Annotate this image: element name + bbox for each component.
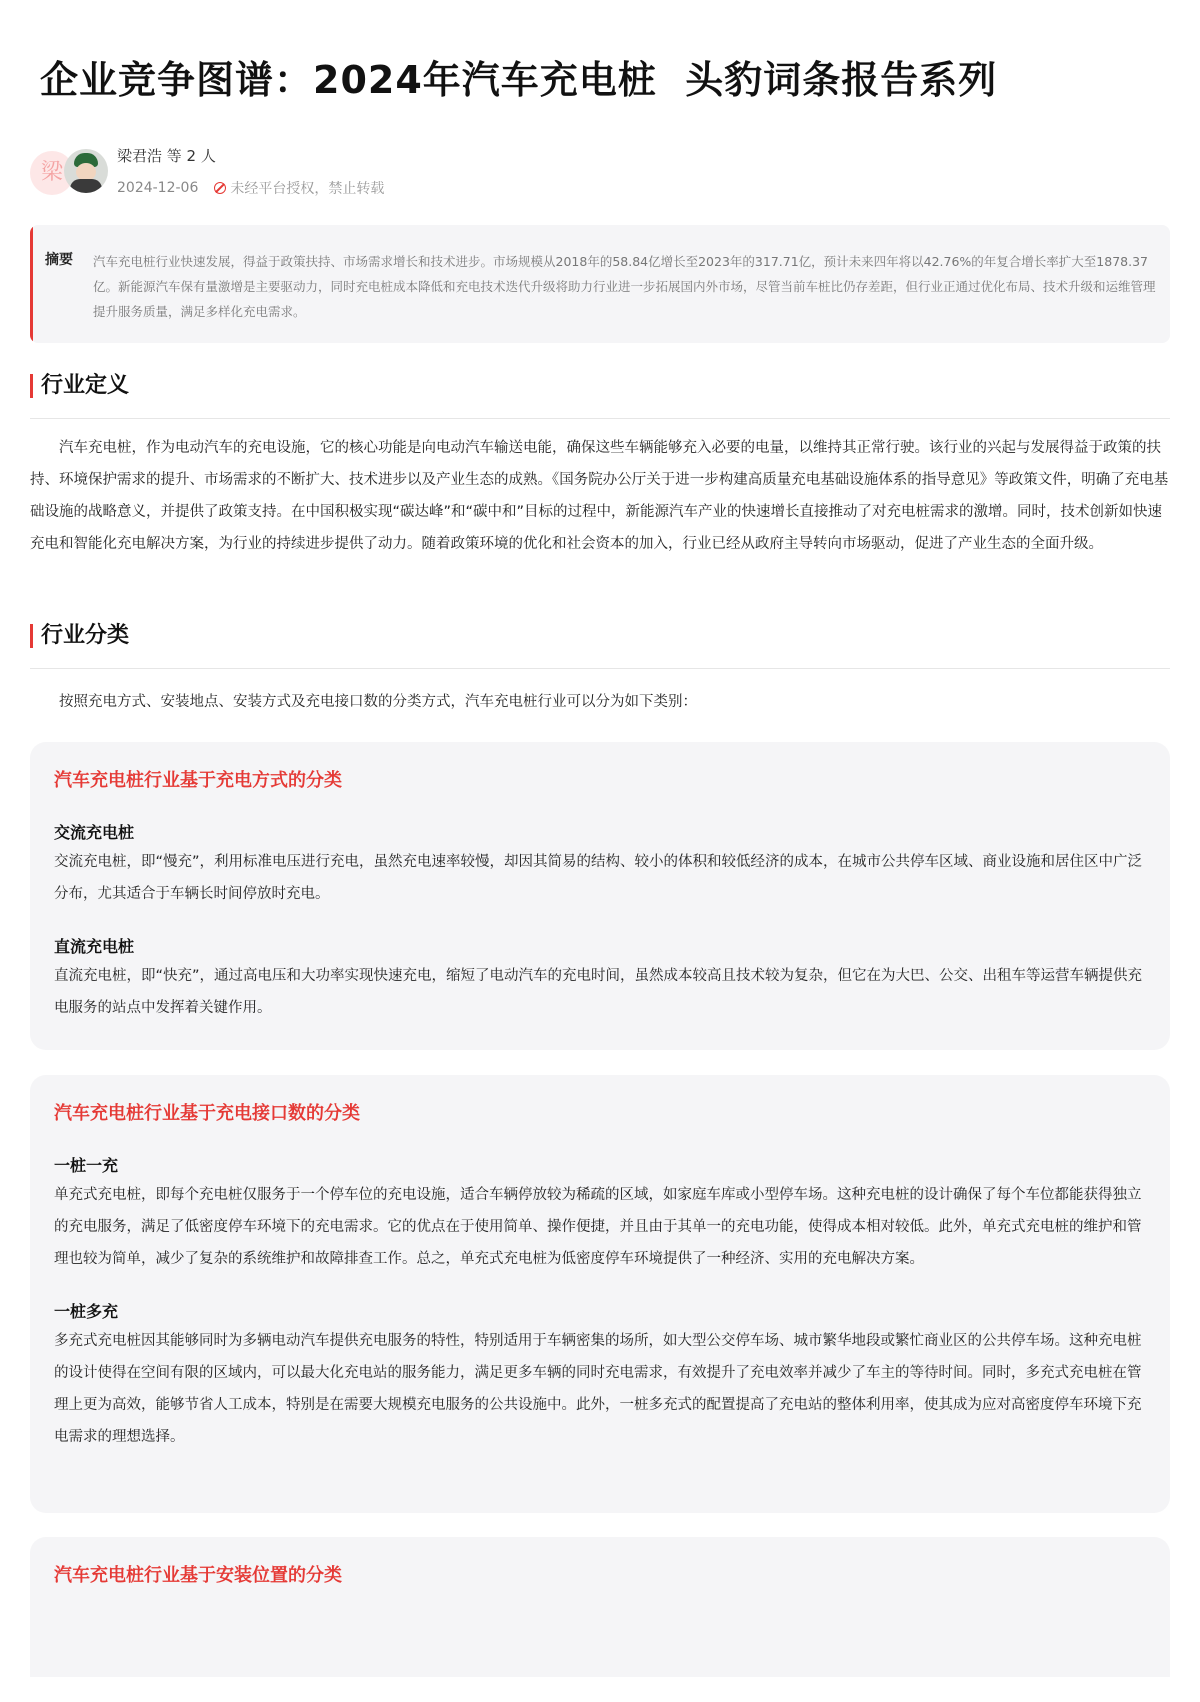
item-name: 交流充电桩 [54, 823, 135, 842]
section-title: 行业分类 [41, 623, 130, 648]
publish-date: 2024-12-06 [117, 180, 199, 196]
meta-row [117, 178, 384, 198]
abstract-label: 摘要 [45, 252, 73, 268]
card-title: 汽车充电桩行业基于充电方式的分类 [54, 770, 342, 791]
prohibited-icon [214, 182, 226, 194]
copyright-notice: 未经平台授权，禁止转载 [230, 181, 385, 197]
definition-paragraph: 汽车充电桩，作为电动汽车的充电设施，它的核心功能是向电动汽车输送电能，确保这些车辆能够充入必要的电量，以维持其正常行驶。该行业的兴起与发展得益于政策的扶持、环境保护需求的提升、市场需求的不断扩大、技术进步以及产业生态的成熟。《国务院办公厅关于进一步构建高质量充电基础设施体系的指导意见》等政策文件，明确了充电基础设施的战略意义，并提供了政策支持。在中国积极实现“碳达峰”和“碳中和”目标的过程中，新能源汽车产业的快速增长直接推动了对充电桩需求的激增。同时，技术创新如快速充电和智能化充电解决方案，为行业的持续进步提供了动力。随着政策环境的优化和社会资本的加入，行业已经从政府主导转向市场驱动，促进了产业生态的全面升级。 [30, 440, 1169, 552]
item-name: 一桩多充 [54, 1302, 119, 1321]
abstract-text: 汽车充电桩行业快速发展，得益于政策扶持、市场需求增长和技术进步。市场规模从2018年的58.84亿增长至2023年的317.71亿，预计未来四年将以42.76%的年复合增长率扩大至1878.37亿。新能源汽车保有量激增是主要驱动力，同时充电桩成本降低和充电技术迭代升级将助力行业进一步拓展国内外市场，尽管当前车桩比仍存差距，但行业正通过优化布局、技术升级和运维管理提升服务质量，满足多样化充电需求。 [93, 254, 1156, 319]
list-item [54, 1299, 1146, 1453]
item-description: 单充式充电桩，即每个充电桩仅服务于一个停车位的充电设施，适合车辆停放较为稀疏的区域，如家庭车库或小型停车场。这种充电桩的设计确保了每个车位都能获得独立的充电服务，满足了低密度停车环境下的充电需求。它的优点在于使用简单、操作便捷，并且由于其单一的充电功能，使得成本相对较低。此外，单充式充电桩的维护和管理也较为简单，减少了复杂的系统维护和故障排查工作。总之，单充式充电桩为低密度停车环境提供了一种经济、实用的充电解决方案。 [54, 1187, 1142, 1267]
author-name[interactable]: 梁君浩 等 2 人 [117, 147, 216, 165]
section-marker [30, 374, 33, 398]
item-name: 一桩一充 [54, 1156, 119, 1175]
divider [30, 668, 1170, 669]
classification-card-charging-method [30, 742, 1170, 1050]
list-item [54, 1153, 1146, 1275]
item-description: 多充式充电桩因其能够同时为多辆电动汽车提供充电服务的特性，特别适用于车辆密集的场所，如大型公交停车场、城市繁华地段或繁忙商业区的公共停车场。这种充电桩的设计使得在空间有限的区域内，可以最大化充电站的服务能力，满足更多车辆的同时充电需求，有效提升了充电效率并减少了车主的等待时间。同时，多充式充电桩在管理上更为高效，能够节省人工成本，特别是在需要大规模充电服务的公共设施中。此外，一桩多充式的配置提高了充电站的整体利用率，使其成为应对高密度停车环境下充电需求的理想选择。 [54, 1333, 1142, 1445]
section-title: 行业定义 [41, 373, 130, 398]
abstract-box [30, 225, 1170, 343]
item-description: 直流充电桩，即“快充”，通过高电压和大功率实现快速充电，缩短了电动汽车的充电时间，虽然成本较高且技术较为复杂，但它在为大巴、公交、出租车等运营车辆提供充电服务的站点中发挥着关键作用。 [54, 968, 1143, 1016]
page-title: 企业竞争图谱：2024年汽车充电桩 头豹词条报告系列 [40, 58, 998, 102]
avatar [64, 149, 108, 193]
list-item [54, 934, 1146, 1024]
classification-card-interface-count [30, 1075, 1170, 1513]
item-name: 直流充电桩 [54, 937, 135, 956]
author-avatars [30, 145, 110, 205]
card-title: 汽车充电桩行业基于安装位置的分类 [54, 1565, 342, 1586]
classification-intro: 按照充电方式、安装地点、安装方式及充电接口数的分类方式，汽车充电桩行业可以分为如下类别： [59, 694, 697, 710]
classification-card-install-location [30, 1537, 1170, 1677]
section-marker [30, 624, 33, 648]
item-description: 交流充电桩，即“慢充”，利用标准电压进行充电，虽然充电速率较慢，却因其简易的结构、较小的体积和较低经济的成本，在城市公共停车区域、商业设施和居住区中广泛分布，尤其适合于车辆长时间停放时充电。 [54, 854, 1143, 902]
card-title: 汽车充电桩行业基于充电接口数的分类 [54, 1103, 360, 1124]
list-item [54, 820, 1146, 910]
avatar: 梁 [30, 151, 74, 195]
abstract-accent-bar [30, 225, 33, 343]
divider [30, 418, 1170, 419]
